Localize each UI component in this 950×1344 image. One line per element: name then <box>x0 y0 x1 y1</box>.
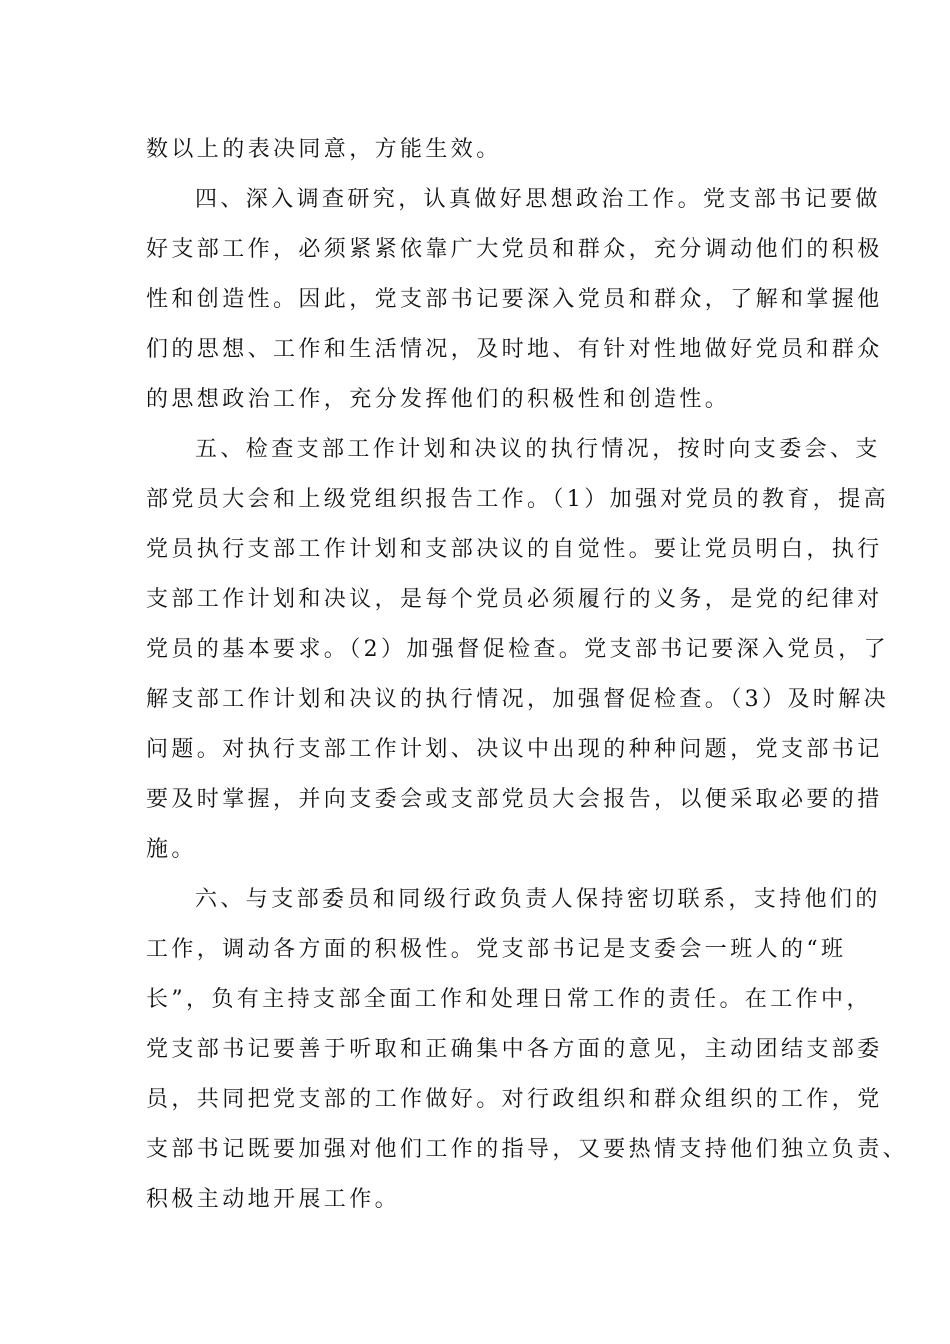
text-line: 长”，负有主持支部全面工作和处理日常工作的责任。在工作中， <box>146 987 872 1012</box>
text-line: 支部书记既要加强对他们工作的指导，又要热情支持他们独立负责、 <box>146 1137 909 1162</box>
text-line: 的思想政治工作，充分发挥他们的积极性和创造性。 <box>146 387 731 412</box>
text-line: 数以上的表决同意，方能生效。 <box>146 137 502 162</box>
text-line: 好支部工作，必须紧紧依靠广大党员和群众，充分调动他们的积极 <box>146 237 883 262</box>
text-line: 们的思想、工作和生活情况，及时地、有针对性地做好党员和群众 <box>146 337 883 362</box>
text-line: 部党员大会和上级党组织报告工作。（1）加强对党员的教育，提高 <box>146 487 889 512</box>
paragraph-4-first-line: 四、深入调查研究，认真做好思想政治工作。党支部书记要做 <box>195 187 881 212</box>
text-line: 党支部书记要善于听取和正确集中各方面的意见，主动团结支部委 <box>146 1037 883 1062</box>
paragraph-5-first-line: 五、检查支部工作计划和决议的执行情况，按时向支委会、支 <box>195 437 881 462</box>
text-line: 施。 <box>146 837 197 862</box>
text-line: 党员执行支部工作计划和支部决议的自觉性。要让党员明白，执行 <box>146 537 883 562</box>
text-line: 性和创造性。因此，党支部书记要深入党员和群众，了解和掌握他 <box>146 287 883 312</box>
text-line: 积极主动地开展工作。 <box>146 1187 401 1212</box>
text-line: 问题。对执行支部工作计划、决议中出现的种种问题，党支部书记 <box>146 737 883 762</box>
document-body <box>146 125 909 1225</box>
text-line: 工作，调动各方面的积极性。党支部书记是支委会一班人的“班 <box>146 937 847 962</box>
text-line: 要及时掌握，并向支委会或支部党员大会报告，以便采取必要的措 <box>146 787 883 812</box>
paragraph-6-first-line: 六、与支部委员和同级行政负责人保持密切联系，支持他们的 <box>195 887 881 912</box>
text-line: 党员的基本要求。（2）加强督促检查。党支部书记要深入党员，了 <box>146 637 889 662</box>
text-line: 解支部工作计划和决议的执行情况，加强督促检查。（3）及时解决 <box>146 687 889 712</box>
text-line: 员，共同把党支部的工作做好。对行政组织和群众组织的工作，党 <box>146 1087 883 1112</box>
text-line: 支部工作计划和决议，是每个党员必须履行的义务，是党的纪律对 <box>146 587 883 612</box>
